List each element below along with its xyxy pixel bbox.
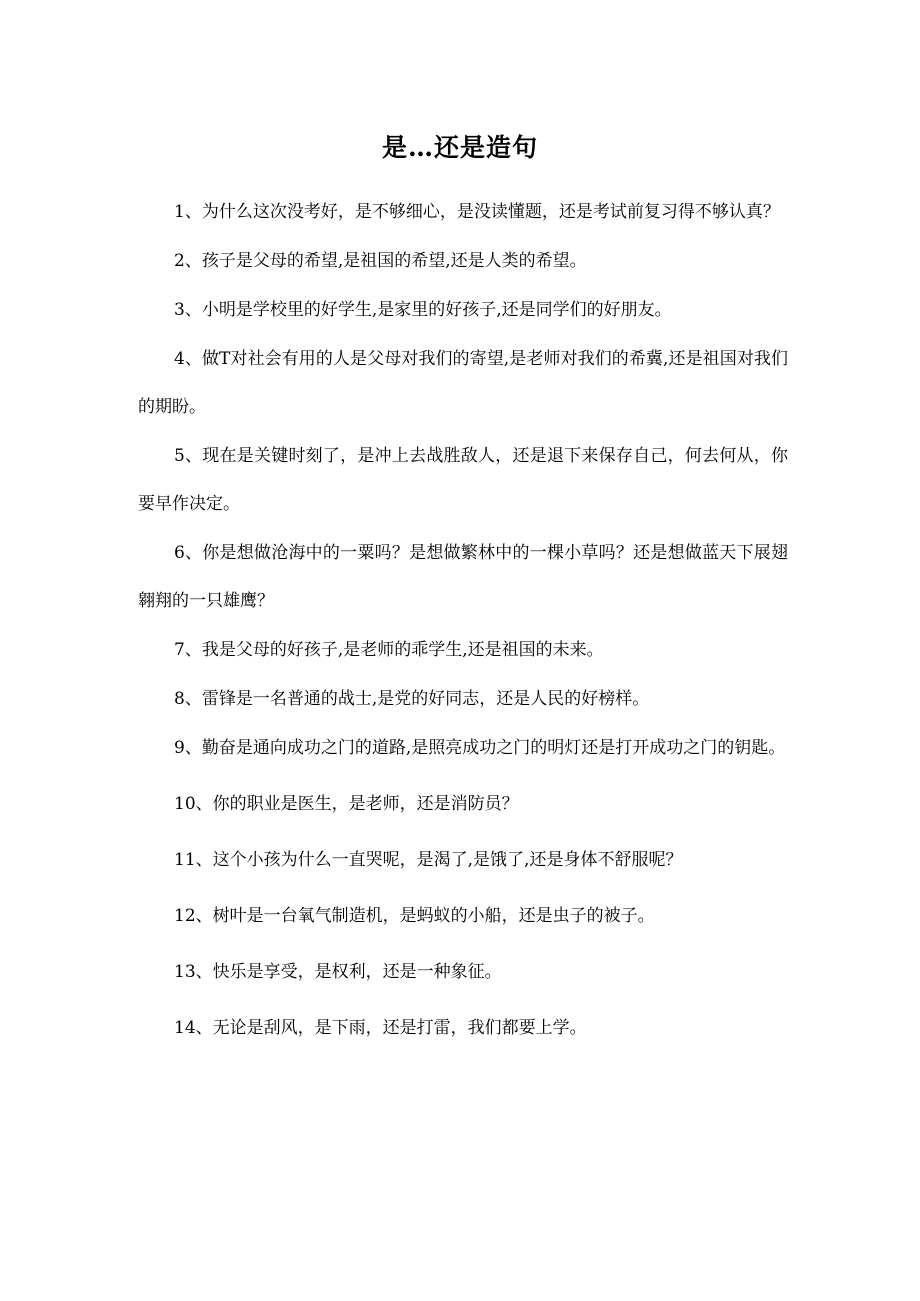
sentence-11: 11、这个小孩为什么一直哭呢，是渴了,是饿了,还是身体不舒服呢？ bbox=[174, 850, 683, 870]
sentence-12: 12、树叶是一台氧气制造机，是蚂蚁的小船，还是虫子的被子。 bbox=[174, 906, 655, 926]
document-body bbox=[138, 188, 788, 1053]
sentence-3: 3、小明是学校里的好学生,是家里的好孩子,还是同学们的好朋友。 bbox=[174, 300, 672, 320]
sentence-9: 9、勤奋是通向成功之门的道路,是照亮成功之门的明灯还是打开成功之门的钥匙。 bbox=[174, 738, 786, 758]
sentence-10: 10、你的职业是医生，是老师，还是消防员？ bbox=[174, 794, 519, 814]
sentence-2: 2、孩子是父母的希望,是祖国的希望,还是人类的希望。 bbox=[174, 251, 587, 271]
sentence-4: 4、做T对社会有用的人是父母对我们的寄望,是老师对我们的希冀,还是祖国对我们的期盼。 bbox=[138, 349, 788, 417]
sentence-8: 8、雷锋是一名普通的战士,是党的好同志，还是人民的好榜样。 bbox=[174, 689, 650, 709]
sentence-6: 6、你是想做沧海中的一粟吗？是想做繁林中的一棵小草吗？还是想做蓝天下展翅翱翔的一只雄鹰？ bbox=[138, 543, 788, 611]
sentence-7: 7、我是父母的好孩子,是老师的乖学生,还是祖国的未来。 bbox=[174, 640, 604, 660]
sentence-5: 5、现在是关键时刻了，是冲上去战胜敌人，还是退下来保存自己，何去何从，你要早作决定。 bbox=[138, 446, 788, 514]
sentence-13: 13、快乐是享受，是权利，还是一种象征。 bbox=[174, 962, 502, 982]
sentence-14: 14、无论是刮风，是下雨，还是打雷，我们都要上学。 bbox=[174, 1018, 587, 1038]
document-title: 是…还是造句 bbox=[381, 133, 538, 162]
sentence-1: 1、为什么这次没考好，是不够细心，是没读懂题，还是考试前复习得不够认真？ bbox=[174, 202, 780, 222]
